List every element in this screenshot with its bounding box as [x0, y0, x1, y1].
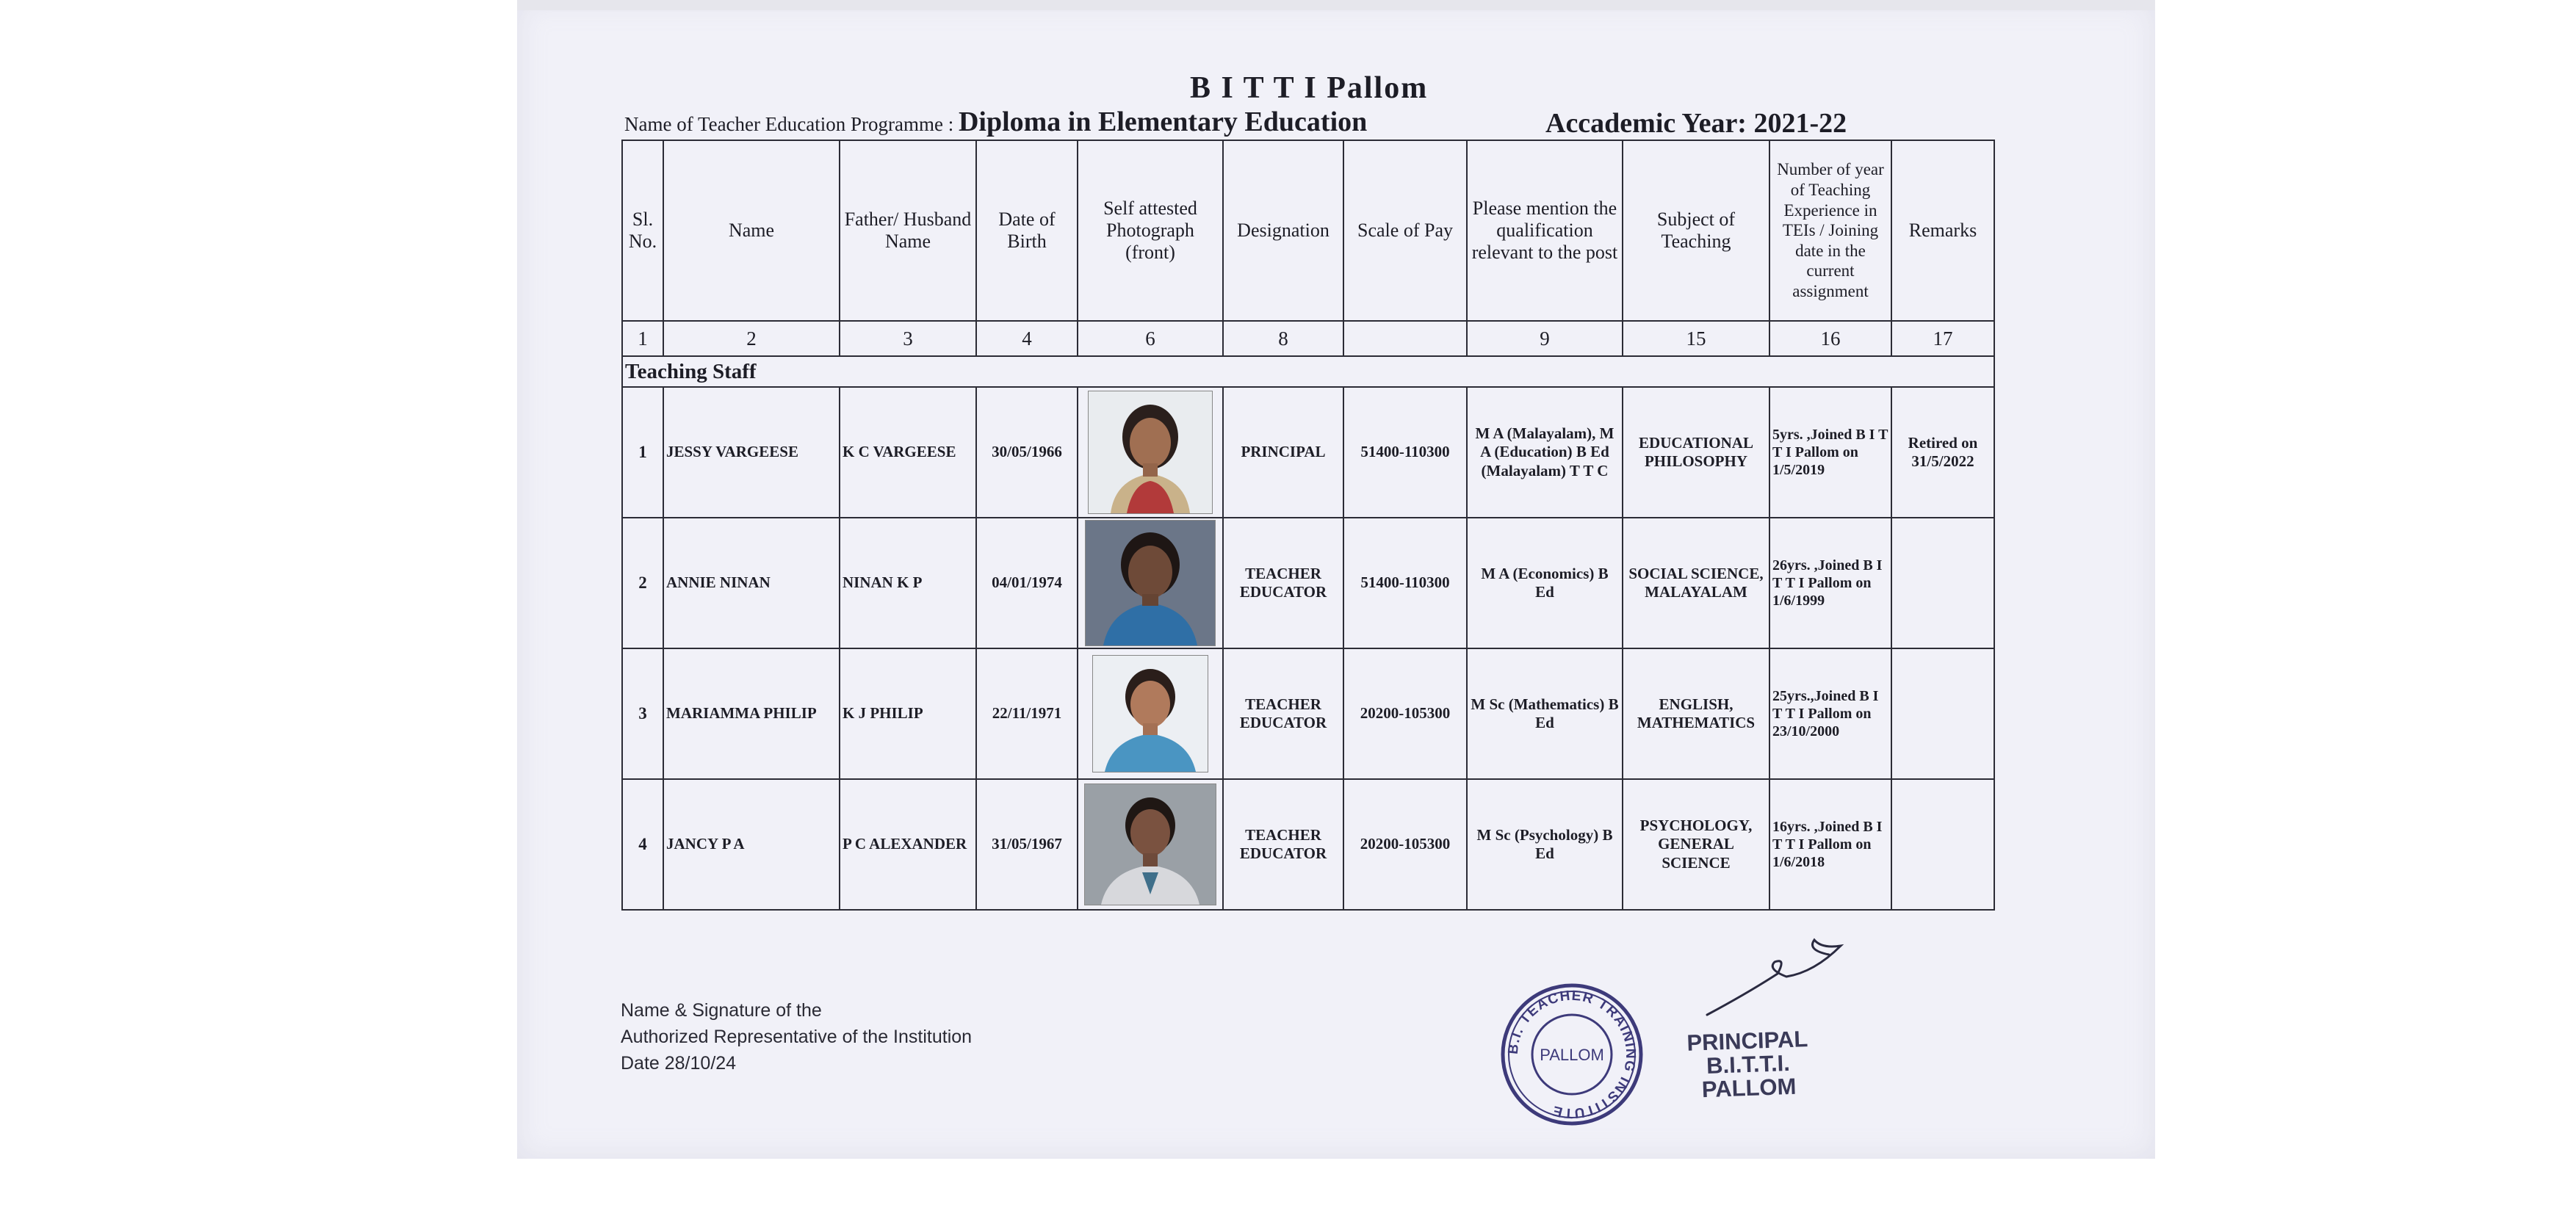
cell-subject: PSYCHOLOGY, GENERAL SCIENCE — [1623, 779, 1769, 910]
cell-dob: 22/11/1971 — [976, 648, 1078, 779]
cell-slno: 1 — [622, 387, 663, 518]
header-row — [622, 140, 1994, 321]
col-header-name: Name — [663, 140, 840, 321]
cell-name: JESSY VARGEESE — [663, 387, 840, 518]
col-header-designation: Designation — [1223, 140, 1343, 321]
programme-value: Diploma in Elementary Education — [958, 106, 1368, 137]
principal-stamp-line-2: B.I.T.T.I. — [1706, 1050, 1791, 1079]
col-number: 15 — [1623, 321, 1769, 356]
cell-subject: SOCIAL SCIENCE, MALAYALAM — [1623, 518, 1769, 648]
cell-pay: 20200-105300 — [1343, 779, 1467, 910]
portrait-photo — [1088, 391, 1213, 514]
table-row — [622, 648, 1994, 779]
programme-label: Name of Teacher Education Programme : — [624, 113, 959, 135]
cell-qualification: M A (Economics) B Ed — [1467, 518, 1623, 648]
portrait-photo — [1092, 655, 1208, 772]
column-number-row — [622, 321, 1994, 356]
authorized-signature-note — [621, 997, 972, 1076]
cell-father: P C ALEXANDER — [840, 779, 976, 910]
seal-center-text: PALLOM — [1540, 1046, 1604, 1064]
col-number: 3 — [840, 321, 976, 356]
cell-experience: 25yrs.,Joined B I T T I Pallom on 23/10/2000 — [1769, 648, 1891, 779]
cell-pay: 51400-110300 — [1343, 387, 1467, 518]
footer-line-3: Date 28/10/24 — [621, 1053, 737, 1074]
col-header-dob: Date of Birth — [976, 140, 1078, 321]
col-header-photo: Self attested Photograph (front) — [1078, 140, 1223, 321]
col-number: 4 — [976, 321, 1078, 356]
cell-remarks — [1891, 779, 1994, 910]
portrait-photo — [1085, 520, 1216, 646]
section-label: Teaching Staff — [622, 356, 1994, 387]
cell-pay: 20200-105300 — [1343, 648, 1467, 779]
principal-stamp-line-3: PALLOM — [1701, 1073, 1797, 1103]
signature — [1704, 928, 1851, 1024]
col-number: 9 — [1467, 321, 1623, 356]
cell-photo — [1078, 648, 1223, 779]
cell-qualification: M A (Malayalam), M A (Education) B Ed (Malayalam) T T C — [1467, 387, 1623, 518]
col-number: 2 — [663, 321, 840, 356]
cell-slno: 4 — [622, 779, 663, 910]
cell-dob: 04/01/1974 — [976, 518, 1078, 648]
col-header-father: Father/ Husband Name — [840, 140, 976, 321]
cell-slno: 3 — [622, 648, 663, 779]
academic-year: Accademic Year: 2021-22 — [1545, 108, 1847, 139]
principal-stamp — [1681, 1027, 1815, 1102]
cell-name: JANCY P A — [663, 779, 840, 910]
staff-table — [621, 140, 1995, 911]
table-row — [622, 518, 1994, 648]
col-header-remarks: Remarks — [1891, 140, 1994, 321]
cell-father: NINAN K P — [840, 518, 976, 648]
cell-qualification: M Sc (Psychology) B Ed — [1467, 779, 1623, 910]
cell-qualification: M Sc (Mathematics) B Ed — [1467, 648, 1623, 779]
col-header-qualification: Please mention the qualification relevant to the post — [1467, 140, 1623, 321]
cell-dob: 31/05/1967 — [976, 779, 1078, 910]
cell-photo — [1078, 387, 1223, 518]
table-row — [622, 779, 1994, 910]
col-number — [1343, 321, 1467, 356]
cell-slno: 2 — [622, 518, 663, 648]
institution-title: B I T T I Pallom — [1190, 71, 1429, 105]
col-header-pay: Scale of Pay — [1343, 140, 1467, 321]
cell-remarks: Retired on 31/5/2022 — [1891, 387, 1994, 518]
seal-ring-text: B.I. TEACHER TRAINING INSTITUTE — [1505, 988, 1639, 1121]
footer-line-1: Name & Signature of the — [621, 1000, 822, 1021]
cell-experience: 5yrs. ,Joined B I T T I Pallom on 1/5/2019 — [1769, 387, 1891, 518]
col-header-experience: Number of year of Teaching Experience in TEIs / Joining date in the current assignment — [1769, 140, 1891, 321]
cell-designation: TEACHER EDUCATOR — [1223, 648, 1343, 779]
cell-name: ANNIE NINAN — [663, 518, 840, 648]
cell-remarks — [1891, 518, 1994, 648]
cell-father: K J PHILIP — [840, 648, 976, 779]
cell-designation: TEACHER EDUCATOR — [1223, 779, 1343, 910]
cell-designation: PRINCIPAL — [1223, 387, 1343, 518]
programme-line — [624, 106, 1367, 138]
cell-subject: ENGLISH, MATHEMATICS — [1623, 648, 1769, 779]
col-number: 8 — [1223, 321, 1343, 356]
col-number: 17 — [1891, 321, 1994, 356]
section-row — [622, 356, 1994, 387]
cell-father: K C VARGEESE — [840, 387, 976, 518]
cell-photo — [1078, 779, 1223, 910]
footer-line-2: Authorized Representative of the Institution — [621, 1027, 973, 1047]
col-number: 16 — [1769, 321, 1891, 356]
institution-seal — [1498, 981, 1645, 1128]
col-header-subject: Subject of Teaching — [1623, 140, 1769, 321]
scan-top-edge — [517, 0, 2155, 10]
col-number: 1 — [622, 321, 663, 356]
col-header-slno: Sl. No. — [622, 140, 663, 321]
principal-stamp-line-1: PRINCIPAL — [1686, 1026, 1808, 1056]
cell-subject: EDUCATIONAL PHILOSOPHY — [1623, 387, 1769, 518]
cell-dob: 30/05/1966 — [976, 387, 1078, 518]
portrait-photo — [1084, 784, 1216, 905]
cell-experience: 26yrs. ,Joined B I T T I Pallom on 1/6/1999 — [1769, 518, 1891, 648]
cell-photo — [1078, 518, 1223, 648]
table-row — [622, 387, 1994, 518]
cell-remarks — [1891, 648, 1994, 779]
cell-pay: 51400-110300 — [1343, 518, 1467, 648]
cell-designation: TEACHER EDUCATOR — [1223, 518, 1343, 648]
cell-experience: 16yrs. ,Joined B I T T I Pallom on 1/6/2018 — [1769, 779, 1891, 910]
cell-name: MARIAMMA PHILIP — [663, 648, 840, 779]
col-number: 6 — [1078, 321, 1223, 356]
